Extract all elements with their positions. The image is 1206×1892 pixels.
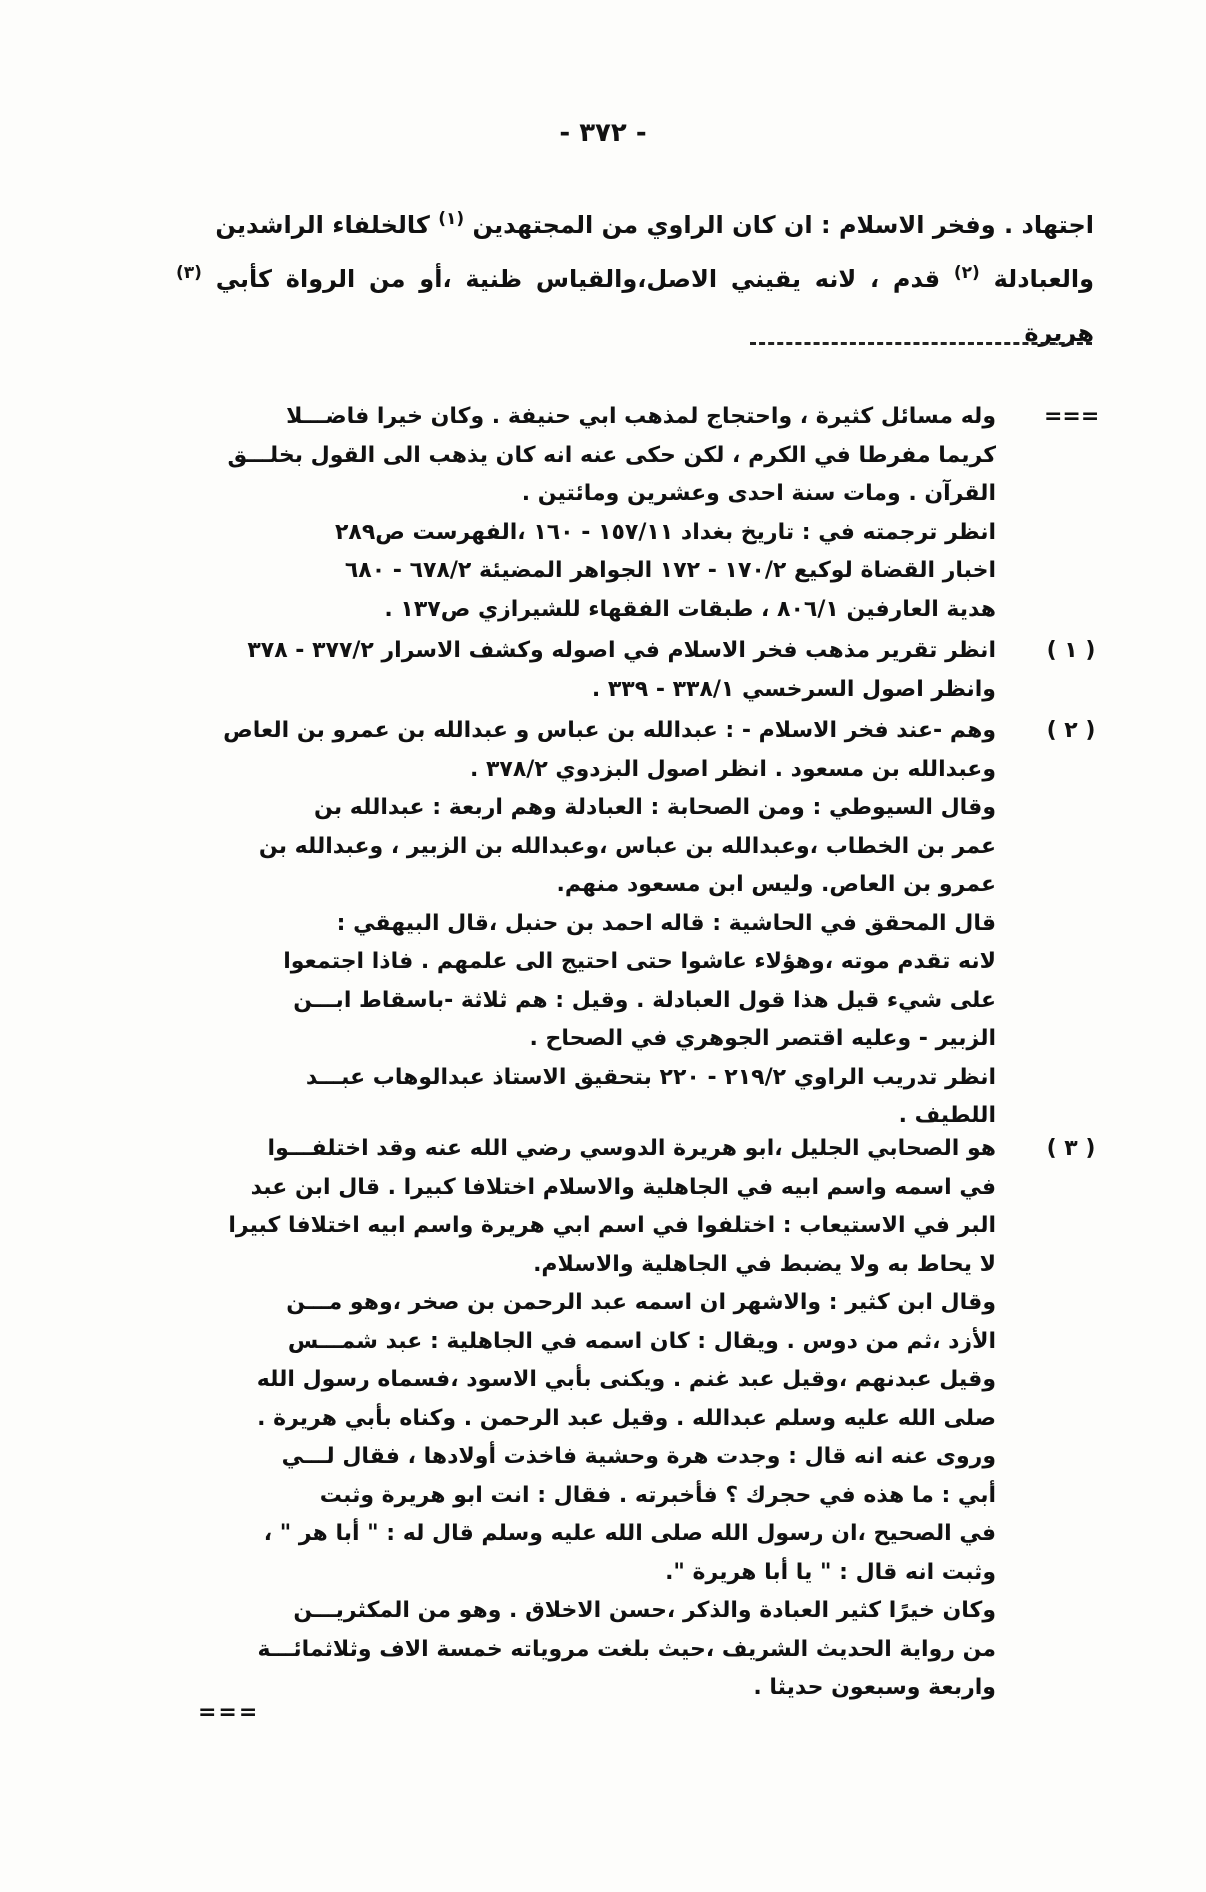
main-line-2-part-a: والعبادلة — [993, 265, 1095, 293]
footnote-line: وله مسائل كثيرة ، واحتجاج لمذهب ابي حنيفة . وكان خيرا فاضـــلا — [286, 404, 996, 429]
footnote-line: وثبت انه قال : " يا أبا هريرة ". — [665, 1559, 996, 1585]
footnote-line: الزبير - وعليه اقتصر الجوهري في الصحاح . — [529, 1026, 996, 1051]
footnote-marker: ( ١ ) — [1046, 638, 1096, 663]
footnote-line: في الصحيح ،ان رسول الله صلى الله عليه وسلم قال له : " أبا هر " ، — [263, 1521, 996, 1546]
footnote-body — [190, 1130, 996, 1708]
main-line-1-part-a: اجتهاد . وفخر الاسلام : ان كان الراوي من المجتهدين — [472, 211, 1094, 239]
footnote-line: قال المحقق في الحاشية : قاله احمد بن حنبل ،قال البيهقي : — [336, 910, 996, 936]
footnote-line: صلى الله عليه وسلم عبدالله . وقيل عبد الرحمن . وكناه بأبي هريرة . — [257, 1405, 996, 1431]
footnote-line: وروى عنه انه قال : وجدت هرة وحشية فاخذت أولادها ، فقال لـــي — [281, 1444, 996, 1469]
footnote-line: في اسمه واسم ابيه في الجاهلية والاسلام اختلافا كبيرا . قال ابن عبد — [250, 1174, 996, 1200]
footnote-body — [190, 398, 996, 629]
footnote-line: أبي : ما هذه في حجرك ؟ فأخبرته . فقال : انت ابو هريرة وثبت — [319, 1482, 996, 1508]
footnote-line: البر في الاستيعاب : اختلفوا في اسم ابي هريرة واسم ابيه اختلافا كبيرا — [228, 1213, 996, 1238]
footnote-line: لانه تقدم موته ،وهؤلاء عاشوا حتى احتيج الى علمهم . فاذا اجتمعوا — [283, 949, 996, 974]
main-line-2-part-b: قدم ، لانه يقيني الاصل،والقياس ظنية ،أو من الرواة كأبي — [215, 265, 941, 293]
footnote-line: انظر ترجمته في : تاريخ بغداد ١٥٧/١١ - ١٦٠ ،الفهرست ص٢٨٩ — [334, 519, 996, 545]
end-mark: === — [198, 1700, 260, 1725]
footnote-body — [190, 712, 996, 1136]
footnote-marker: ( ٢ ) — [1046, 718, 1096, 743]
main-text-line-1 — [176, 198, 1094, 252]
footnote-line: اللطيف . — [898, 1103, 996, 1128]
footnote-marker: === — [1044, 404, 1100, 429]
footnote-body — [190, 632, 996, 709]
footnote-line: وانظر اصول السرخسي ٣٣٨/١ - ٣٣٩ . — [591, 676, 996, 702]
footnote-line: اخبار القضاة لوكيع ١٧٠/٢ - ١٧٢ الجواهر المضيئة ٦٧٨/٢ - ٦٨٠ — [344, 558, 996, 583]
footnote-line: عمر بن الخطاب ،وعبدالله بن عباس ،وعبدالله بن الزبير ، وعبدالله بن — [258, 833, 996, 859]
footnote-line: وهم -عند فخر الاسلام - : عبدالله بن عباس و عبدالله بن عمرو بن العاص — [223, 718, 996, 743]
footnote-line: انظر تدريب الراوي ٢١٩/٢ - ٢٢٠ بتحقيق الاستاذ عبدالوهاب عبـــد — [305, 1064, 996, 1090]
footnote-line: كريما مفرطا في الكرم ، لكن حكى عنه انه كان يذهب الى القول بخلـــق — [227, 442, 996, 468]
footnote-line: عمرو بن العاص. وليس ابن مسعود منهم. — [556, 872, 996, 897]
footnote-line: الأزد ،ثم من دوس . ويقال : كان اسمه في الجاهلية : عبد شمـــس — [287, 1328, 996, 1354]
footnote-line: لا يحاط به ولا يضبط في الجاهلية والاسلام. — [533, 1251, 996, 1277]
footnote-line: من رواية الحديث الشريف ،حيث بلغت مروياته خمسة الاف وثلاثمائـــة — [257, 1636, 996, 1662]
footnote-ref-3: (٣) — [176, 263, 202, 283]
footnote-line: انظر تقرير مذهب فخر الاسلام في اصوله وكشف الاسرار ٣٧٧/٢ - ٣٧٨ — [247, 638, 996, 663]
footnote-marker: ( ٣ ) — [1046, 1136, 1096, 1161]
main-text — [176, 198, 1094, 360]
footnote-line: هدية العارفين ٨٠٦/١ ، طبقات الفقهاء للشيرازي ص١٣٧ . — [384, 596, 996, 622]
footnote-line: القرآن . ومات سنة احدى وعشرين ومائتين . — [521, 481, 996, 506]
footnote-line: هو الصحابي الجليل ،ابو هريرة الدوسي رضي الله عنه وقد اختلفـــوا — [267, 1136, 996, 1161]
footnote-line: على شيء قيل هذا قول العبادلة . وقيل : هم ثلاثة -باسقاط ابـــن — [293, 987, 996, 1013]
footnote-line: وقيل عبدنهم ،وقيل عبد غنم . ويكنى بأبي الاسود ،فسماه رسول الله — [256, 1367, 996, 1392]
main-line-1-part-b: كالخلفاء الراشدين — [215, 211, 430, 239]
footnote-ref-2: (٢) — [953, 263, 980, 283]
main-line-2-part-c: هريرة — [1024, 319, 1094, 347]
footnote-line: وقال السيوطي : ومن الصحابة : العبادلة وهم اربعة : عبدالله بن — [314, 795, 996, 820]
footnote-ref-1: (١) — [438, 209, 465, 229]
footnote-line: وعبدالله بن مسعود . انظر اصول البزدوي ٣٧٨/٢ . — [469, 756, 996, 782]
footnote-line: وكان خيرًا كثير العبادة والذكر ،حسن الاخلاق . وهو من المكثريـــن — [293, 1598, 996, 1623]
footnote-line: واربعة وسبعون حديثا . — [753, 1675, 996, 1700]
footnote-line: وقال ابن كثير : والاشهر ان اسمه عبد الرحمن بن صخر ،وهو مـــن — [286, 1290, 996, 1315]
footnote-separator — [750, 342, 1092, 345]
page-number: - ٣٧٢ - — [559, 118, 647, 148]
